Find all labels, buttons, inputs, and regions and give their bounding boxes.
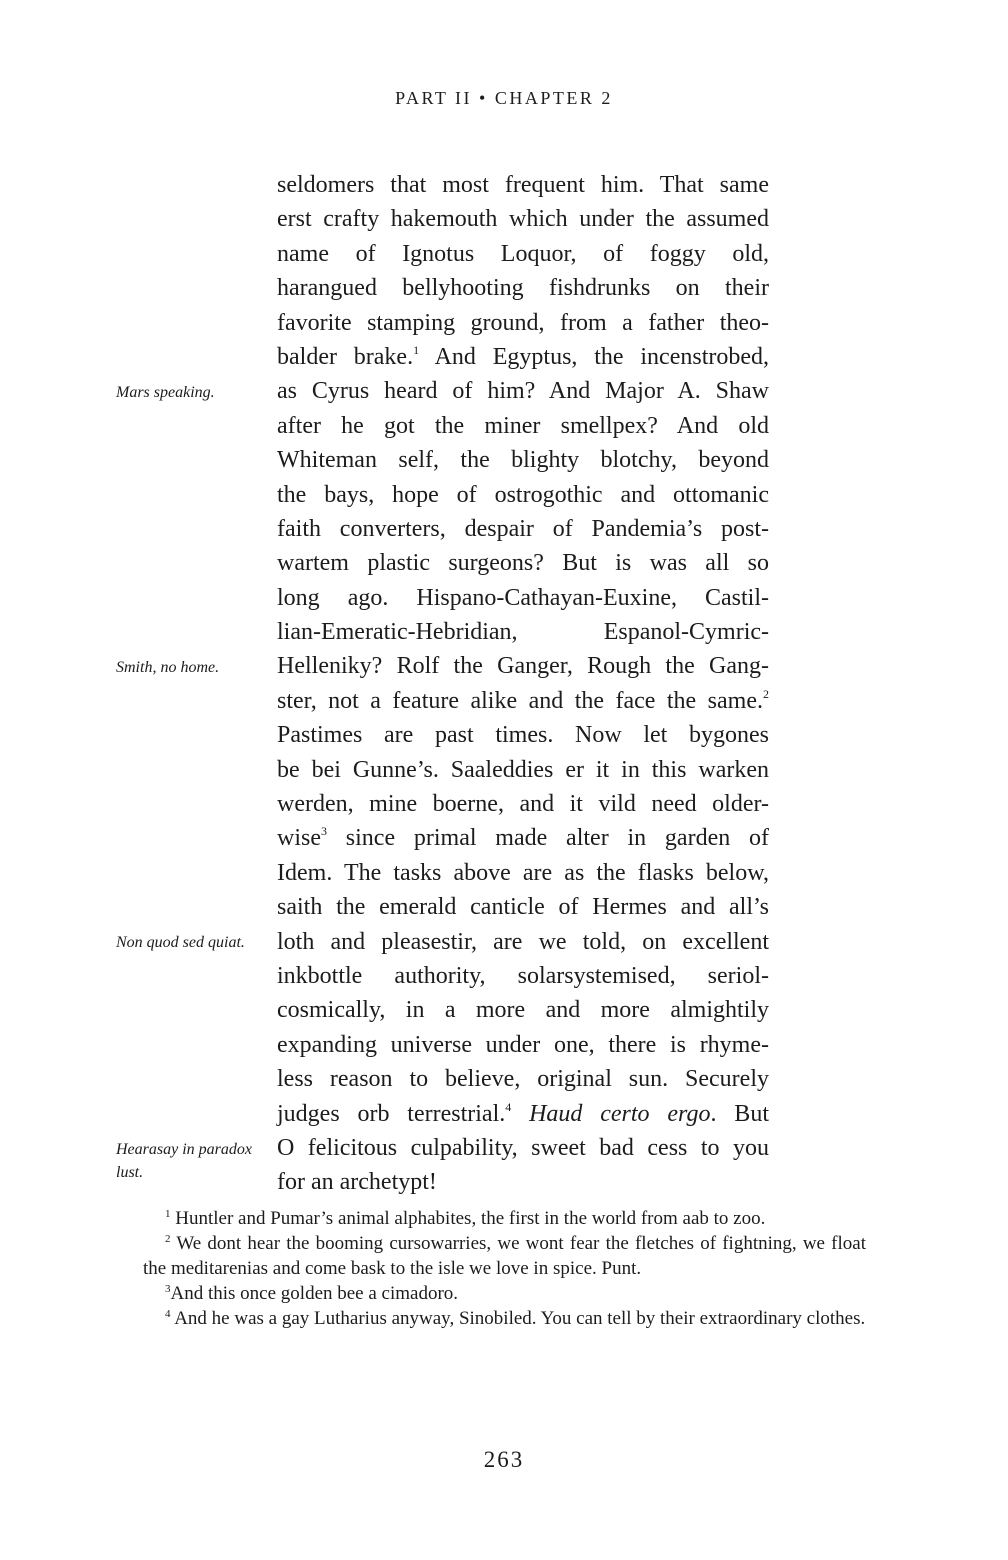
running-head: PART II • CHAPTER 2 (395, 88, 613, 108)
text-line: O felicitous culpability, sweet bad cess to you (277, 1134, 769, 1161)
margin-note-mars: Mars speaking. (116, 384, 215, 401)
text-line (277, 1097, 769, 1131)
footnote-text: Huntler and Pumar’s animal alphabites, the first in the world from aab to zoo. (175, 1208, 766, 1229)
text-segment: balder brake. (277, 343, 414, 370)
text-line: as Cyrus heard of him? And Major A. Shaw (277, 378, 769, 405)
margin-note-non-quod: Non quod sed quiat. (116, 934, 245, 951)
margin-note-hearasay: Hearasay in paradox lust. (116, 1141, 252, 1181)
text-line: expanding universe under one, there is rhyme- (277, 1031, 769, 1058)
text-line (277, 821, 769, 855)
footnote-number: 2 (165, 1233, 171, 1245)
text-line: be bei Gunne’s. Saaleddies er it in this warken (277, 756, 769, 783)
footnote-4 (143, 1306, 866, 1331)
text-line: the bays, hope of ostrogothic and ottomanic (277, 481, 769, 508)
text-segment: ster, not a feature alike and the face the same. (277, 687, 763, 714)
text-line: saith the emerald canticle of Hermes and all’s (277, 894, 769, 921)
text-line: after he got the miner smellpex? And old (277, 412, 769, 439)
text-line: Pastimes are past times. Now let bygones (277, 722, 769, 749)
text-line: lian-Emeratic-Hebridian, Espanol-Cymric- (277, 619, 769, 646)
text-line: inkbottle authority, solarsystemised, seriol- (277, 962, 769, 989)
text-line: loth and pleasestir, are we told, on excellent (277, 928, 769, 955)
footnote-ref-1: 1 (413, 342, 420, 357)
footnotes (143, 1206, 866, 1331)
text-line: Helleniky? Rolf the Ganger, Rough the Gang- (277, 653, 769, 680)
footnote-text: We dont hear the booming cursowarries, we wont fear the fletches of fightning, we float the meditarenias and come bask to the isle we love in spice. Punt. (143, 1233, 866, 1279)
text-line (277, 340, 769, 374)
text-line: favorite stamping ground, from a father theo- (277, 309, 769, 336)
footnote-ref-3: 3 (321, 824, 327, 839)
text-segment: And Egyptus, the incenstrobed, (419, 343, 770, 370)
text-line: werden, mine boerne, and it vild need older- (277, 791, 769, 818)
text-line: less reason to believe, original sun. Securely (277, 1066, 769, 1093)
text-line: seldomers that most frequent him. That same (277, 172, 769, 198)
text-line: long ago. Hispano-Cathayan-Euxine, Castil- (277, 584, 769, 611)
text-line: wartem plastic surgeons? But is was all so (277, 550, 769, 577)
page-number: 263 (483, 1447, 525, 1472)
footnote-3 (143, 1281, 866, 1306)
footnote-ref-4: 4 (505, 1099, 512, 1114)
latin-phrase: Haud certo ergo (529, 1100, 711, 1127)
footnote-2 (143, 1231, 866, 1281)
text-line: name of Ignotus Loquor, of foggy old, (277, 240, 769, 267)
text-line (277, 684, 769, 718)
footnote-text: And this once golden bee a cimadoro. (170, 1283, 459, 1304)
text-line: Idem. The tasks above are as the flasks below, (277, 859, 769, 886)
footnote-number: 3 (165, 1283, 171, 1295)
margin-note-smith: Smith, no home. (116, 659, 220, 676)
text-line: erst crafty hakemouth which under the assumed (277, 206, 769, 233)
text-line: faith converters, despair of Pandemia’s post- (277, 515, 769, 542)
footnote-ref-2: 2 (763, 686, 769, 701)
text-segment: judges orb terrestrial. (277, 1100, 506, 1127)
text-segment: . But (710, 1100, 769, 1127)
footnote-text: And he was a gay Lutharius anyway, Sinobiled. You can tell by their extraordinary clothes. (174, 1308, 866, 1329)
text-line: Whiteman self, the blighty blotchy, beyond (277, 447, 769, 474)
text-line: cosmically, in a more and more almightily (277, 997, 769, 1024)
footnote-number: 1 (165, 1208, 171, 1220)
footnote-number: 4 (165, 1308, 171, 1320)
text-segment: since primal made alter in garden of (327, 825, 769, 852)
text-line: for an archetypt! (277, 1169, 437, 1196)
footnote-1 (143, 1206, 866, 1231)
text-line: harangued bellyhooting fishdrunks on their (277, 275, 769, 302)
body-text (277, 168, 769, 1200)
text-segment: wise (277, 825, 321, 852)
